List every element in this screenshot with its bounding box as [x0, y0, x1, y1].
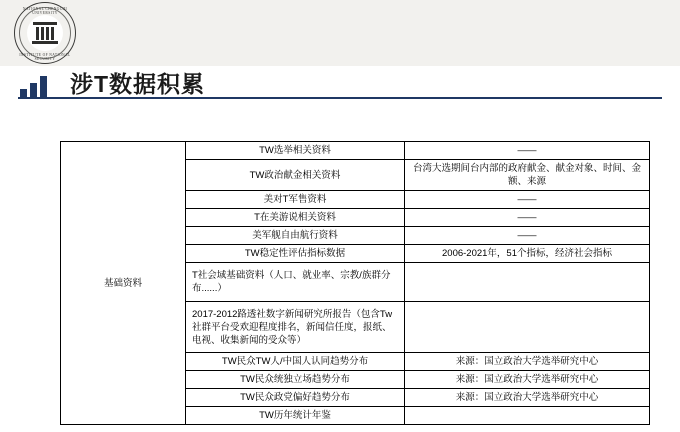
item-value: ——	[405, 142, 650, 160]
header-band	[0, 0, 680, 66]
seal-bottom-text: INSTITUTE OF NATIONAL SECURITY	[19, 53, 71, 61]
item-value: 台湾大选期间台内部的政府献金、献金对象、时间、金额、来源	[405, 160, 650, 191]
item-value: 2006-2021年，51个指标，经济社会指标	[405, 245, 650, 263]
item-label: T社会域基础资料（人口、就业率、宗教/族群分布......）	[186, 263, 405, 302]
item-value: 来源：国立政治大学选举研究中心	[405, 389, 650, 407]
item-value: ——	[405, 227, 650, 245]
title-area	[0, 66, 680, 106]
item-label: TW民众统独立场趋势分布	[186, 371, 405, 389]
item-label: TW稳定性评估指标数据	[186, 245, 405, 263]
item-value: ——	[405, 191, 650, 209]
item-value: 来源：国立政治大学选举研究中心	[405, 371, 650, 389]
item-value: 来源：国立政治大学选举研究中心	[405, 353, 650, 371]
table-row	[61, 142, 650, 160]
item-value	[405, 302, 650, 353]
data-table	[60, 141, 650, 425]
item-label: 美对T军售资料	[186, 191, 405, 209]
item-label: TW选举相关资料	[186, 142, 405, 160]
title-bars-icon	[20, 74, 64, 98]
item-label: 2017-2012路透社数字新闻研究所报告（包含Tw社群平台受欢迎程度排名，新闻信任度，报纸、电视、收集新闻的受众等）	[186, 302, 405, 353]
university-seal-icon	[14, 2, 78, 66]
item-label: 美军舰自由航行资料	[186, 227, 405, 245]
item-label: TW历年统计年鉴	[186, 407, 405, 425]
item-value	[405, 263, 650, 302]
page-title: 涉T数据积累	[70, 71, 206, 97]
table-body	[61, 142, 650, 425]
seal-base	[32, 41, 58, 44]
seal-top-text: NATIONAL CHENGCHI UNIVERSITY	[22, 7, 68, 15]
seal-building-icon	[27, 15, 63, 51]
row-group-label: 基础资料	[61, 142, 186, 425]
item-label: TW民众政党偏好趋势分布	[186, 389, 405, 407]
item-label: TW政治献金相关资料	[186, 160, 405, 191]
item-label: T在美游说相关资料	[186, 209, 405, 227]
item-value	[405, 407, 650, 425]
item-value: ——	[405, 209, 650, 227]
item-label: TW民众TW人/中国人认同趋势分布	[186, 353, 405, 371]
data-table-wrapper	[60, 141, 641, 425]
title-divider	[18, 97, 662, 99]
